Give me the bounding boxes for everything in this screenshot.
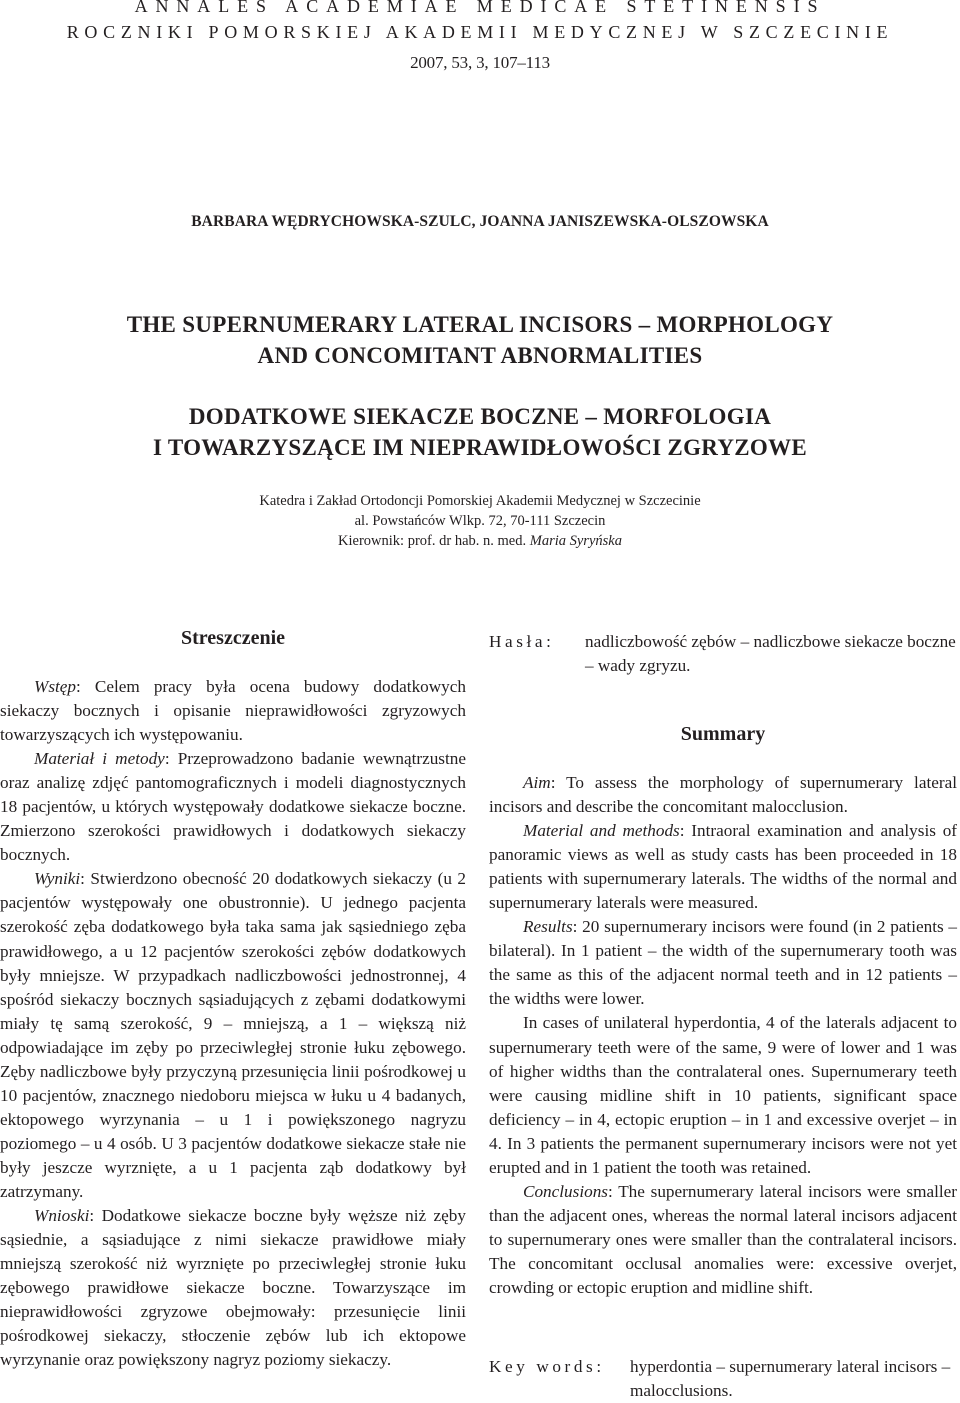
label-wstep: Wstęp (34, 677, 77, 696)
summary-heading: Summary (680, 723, 766, 745)
text-aim: : To assess the morphology of supernumerary lateral incisors and describe the concomitant malocclusion. (489, 773, 957, 817)
affiliation-head-name: Maria Syryńska (529, 533, 622, 549)
keywords-label: Key words: (489, 1357, 605, 1376)
text-conclusions: : The supernumerary lateral incisors were smaller than the adjacent ones, whereas the normal lateral incisors adjacent to supernumerary ones were smaller than the contralateral incisors. The concomitant occlusal anomalies were: excessive overjet, crowding or ectopic eruption and midline shift. (489, 1181, 957, 1297)
text-wnioski: : Dodatkowe siekacze boczne były węższe niż zęby sąsiednie, a sąsiadujące z nimi siekacze prawidłowe miały mniejszą szerokość niż wyrznięte po przeciwległej stronie łuku zębowego prawidłowe siekacze boczne. Towarzyszące im nieprawidłowości zgryzowe obejmowały: przesunięcie linii pośrodkowej siekaczy, stłoczenie zębów lub ich ektopowe wyrzynanie oraz powiększony nagryz poziomy siekaczy. (0, 1206, 466, 1370)
text-metody: : Przeprowadzono badanie wewnątrzustne oraz analizę zdjęć pantomograficznych i modeli diagnostycznych 18 pacjentów, u których występowały dodatkowe siekacze boczne. Zmierzono szerokości prawidłowych i dodatkowych siekaczy bocznych. (0, 749, 466, 865)
label-wyniki: Wyniki (34, 869, 81, 889)
hasla-label: Hasła: (489, 632, 555, 651)
paragraph-results (489, 915, 957, 1011)
text-wyniki: : Stwierdzono obecność 20 dodatkowych siekaczy (u 2 pacjentów występowały one obustronnie). U jednego pacjenta szerokość zęba dodatkowego była taka sama jak sąsiedniego zęba prawidłowego, a u 12 pacjentów szerokości zębów dodatkowych były mniejsze. W przypadkach nadliczbowości jednostronnej, 4 spośród siekaczy bocznych sąsiadujących z zębami dodatkowymi miały tę samą szerokość, 9 – mniejszą, a 1 – większą niż odpowiadające im zęby po przeciwległej stronie łuku zębowego. Zęby nadliczbowe były przyczyną przesunięcia linii pośrodkowej u 10 pacjentów, znacznego niedoboru miejsca w łuku u 4 badanych, ektopowego wyrzynania – u 1 i powiększonego nagryzu poziomego – u 4 osób. U 3 pacjentów dodatkowe siekacze stałe nie były jeszcze wyrznięte, a u 1 pacjenta ząb dodatkowy był zatrzymany. (0, 869, 466, 1201)
keywords-text: hyperdontia – supernumerary lateral incisors – malocclusions. (630, 1357, 951, 1401)
affiliation-head-prefix: Kierownik: prof. dr hab. n. med. (338, 533, 530, 549)
label-aim: Aim (523, 773, 551, 792)
affiliation (0, 491, 960, 551)
text-methods: : Intraoral examination and analysis of panoramic views as well as study casts has been proceeded in 18 patients with supernumerary laterals. The widths of the normal and supernumerary laterals were measured. (489, 821, 958, 913)
label-results: Results (523, 917, 573, 937)
label-metody: Materiał i metody (34, 749, 165, 769)
keywords (489, 1355, 957, 1403)
label-conclusions: Conclusions (523, 1181, 608, 1201)
abstract-english (489, 771, 957, 1300)
label-wnioski: Wnioski (34, 1206, 90, 1226)
label-methods: Material and methods (523, 821, 680, 841)
paragraph-metody (0, 747, 466, 867)
title-english-line: THE SUPERNUMERARY LATERAL INCISORS – MORPHOLOGY (126, 312, 834, 337)
citation: 2007, 53, 3, 107–113 (410, 53, 550, 72)
paragraph-cases: In cases of unilateral hyperdontia, 4 of the laterals adjacent to supernumerary teeth were of the same, 9 were of lower and 1 was of higher widths than the contralateral ones. Supernumerary teeth were causing midline shift in 10 patients, significant space deficiency – in 4, ectopic eruption – in 1 and excessive overjet – in 4. In 3 patients the permanent supernumerary incisors were not yet erupted and in 1 patient the tooth was retained. (489, 1013, 957, 1177)
journal-title-polish: ROCZNIKI POMORSKIEJ AKADEMII MEDYCZNEJ W SZCZECINIE (66, 22, 894, 42)
streszczenie-heading: Streszczenie (180, 627, 286, 649)
title-english (0, 309, 960, 371)
title-polish-line: DODATKOWE SIEKACZE BOCZNE – MORFOLOGIA (188, 404, 772, 429)
hasla-text: nadliczbowość zębów – nadliczbowe siekacze boczne – wady zgryzu. (585, 632, 956, 676)
abstract-polish (0, 675, 466, 1372)
paragraph-conclusions (489, 1180, 957, 1300)
paragraph-methods (489, 819, 957, 915)
paragraph-wstep (0, 675, 466, 747)
paragraph-wyniki (0, 867, 466, 1204)
affiliation-head (0, 531, 960, 551)
title-polish-line: I TOWARZYSZĄCE IM NIEPRAWIDŁOWOŚCI ZGRYZOWE (152, 435, 808, 460)
authors: BARBARA WĘDRYCHOWSKA-SZULC, JOANNA JANISZEWSKA-OLSZOWSKA (191, 213, 769, 230)
title-polish (0, 401, 960, 463)
paragraph-aim (489, 771, 957, 819)
title-english-line: AND CONCOMITANT ABNORMALITIES (257, 343, 703, 368)
paragraph-wnioski (0, 1204, 466, 1372)
text-results: : 20 supernumerary incisors were found (in 2 patients – bilateral). In 1 patient – the width of the supernumerary tooth was the same as this of the adjacent normal teeth and in 12 patients – the widths were lower. (489, 917, 957, 1009)
affiliation-address: al. Powstańców Wlkp. 72, 70-111 Szczecin (354, 513, 606, 529)
text-wstep: : Celem pracy była ocena budowy dodatkowych siekaczy bocznych i opisanie nieprawidłowości zgryzowych towarzyszących ich występowaniu. (0, 677, 466, 745)
affiliation-department: Katedra i Zakład Ortodoncji Pomorskiej Akademii Medycznej w Szczecinie (259, 493, 701, 509)
journal-title-latin: ANNALES ACADEMIAE MEDICAE STETINENSIS (134, 0, 826, 16)
hasla (489, 630, 957, 678)
